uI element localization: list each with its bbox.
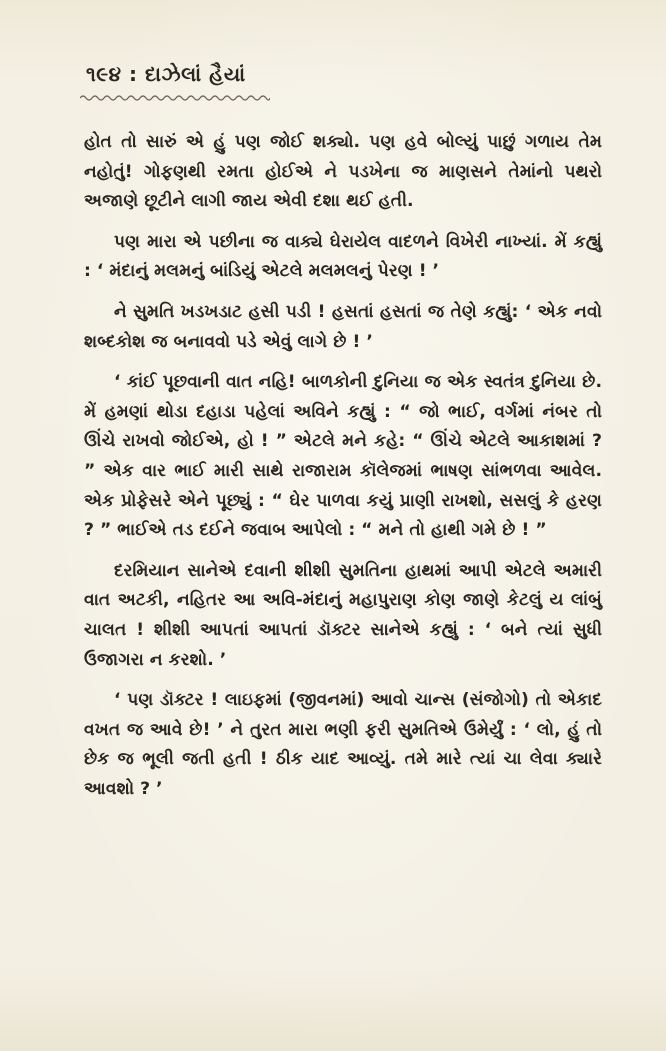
paragraph: હોત તો સારું એ હું પણ જોઈ શક્યો. પણ હવે બોલ્યું પાછું ગળાય તેમ નહોતું! ગોફણથી રમતા હોઈએ ને પડખેના જ માણસને તેમાંનો પથરો અજાણે છૂટીને લાગી જાય એવી દશા થઈ હતી. bbox=[84, 132, 602, 212]
paragraph: દરમિયાન સાનેએ દવાની શીશી સુમતિના હાથમાં આપી એટલે અમારી વાત અટકી, નહિતર આ અવિ-મંદાનું મહાપુરાણ કોણ જાણે કેટલું ય લાંબું ચાલત ! શીશી આપતાં આપતાં ડૉક્ટર સાનેએ કહ્યું : ‘ બને ત્યાં સુધી ઉજાગરા ન કરશો. ’ bbox=[84, 560, 602, 670]
body-text bbox=[84, 128, 602, 815]
paragraph: ‘ કાંઈ પૂછવાની વાત નહિ! બાળકોની દુનિયા જ એક સ્વતંત્ર દુનિયા છે. મેં હમણાં થોડા દહાડા પહેલાં અવિને કહ્યું : “ જો ભાઈ, વર્ગમાં નંબર તો ઊંચે રાખવો જોઈએ, હો ! ” એટલે મને કહે: “ ઊંચે એટલે આકાશમાં ? ” એક વાર ભાઈ મારી સાથે રાજારામ કૉલેજમાં ભાષણ સાંભળવા આવેલ. એક પ્રોફેસરે એને પૂછ્યું : “ ઘેર પાળવા કયું પ્રાણી રાખશો, સસલું કે હરણ ? ” ભાઈએ તડ દઈને જવાબ આપેલો : “ મને તો હાથી ગમે છે ! ” bbox=[84, 372, 602, 541]
paragraph: ‘ પણ ડૉક્ટર ! લાઇફમાં (જીવનમાં) આવો ચાન્સ (સંજોગો) તો એકાદ વખત જ આવે છે! ’ ને તુરત મારા ભણી ફરી સુમતિએ ઉમેર્યું : ‘ લો, હું તો છેક જ ભૂલી જતી હતી ! ઠીક યાદ આવ્યું. તમે મારે ત્યાં ચા લેવા ક્યારે આવશો ? ’ bbox=[84, 690, 602, 799]
wavy-underline bbox=[80, 94, 270, 102]
running-head: ૧૯૪ : દાઝેલાં હૈયાં bbox=[86, 62, 246, 86]
paragraph: પણ મારા એ પછીના જ વાક્યે ઘેરાયેલ વાદળને વિખેરી નાખ્યાં. મેં કહ્યું : ‘ મંદાનું મલમનું બાંડિયું એટલે મલમલનું પેરણ ! ’ bbox=[84, 231, 602, 282]
paragraph: ને સુમતિ ખડખડાટ હસી પડી ! હસતાં હસતાં જ તેણે કહ્યું: ‘ એક નવો શબ્દકોશ જ બનાવવો પડે એવું લાગે છે ! ’ bbox=[84, 301, 602, 352]
